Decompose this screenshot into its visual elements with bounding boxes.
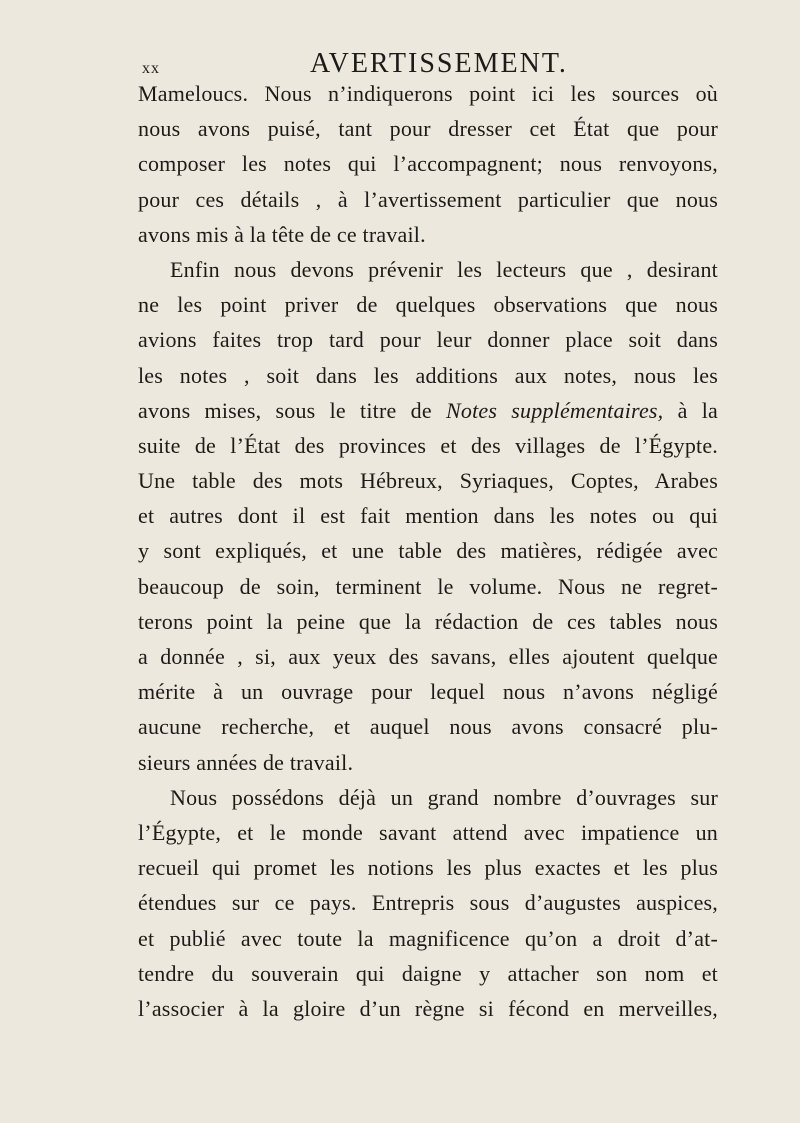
text-line: suite de l’État des provinces et des villages de l’Égypte.: [138, 432, 718, 458]
page-number: xx: [142, 60, 160, 77]
text-line: Nous possédons déjà un grand nombre d’ouvrages sur: [170, 784, 718, 810]
text-line: et autres dont il est fait mention dans les notes ou qui: [138, 503, 718, 529]
text-line: étendues sur ce pays. Entrepris sous d’augustes auspices,: [138, 890, 718, 916]
text-line: les notes , soit dans les additions aux notes, nous les: [138, 362, 718, 388]
text-line: avons mis à la tête de ce travail.: [138, 221, 426, 247]
text-line: terons point la peine que la rédaction de ces tables nous: [138, 608, 718, 634]
text-line: ne les point priver de quelques observations que nous: [138, 292, 718, 318]
text-line: tendre du souverain qui daigne y attacher son nom et: [138, 960, 718, 986]
text-line: a donnée , si, aux yeux des savans, elles ajoutent quelque: [138, 644, 718, 669]
text-line: recueil qui promet les notions les plus exactes et les plus: [138, 855, 718, 881]
text-line: sieurs années de travail.: [138, 749, 354, 775]
text-line: et publié avec toute la magnificence qu’on a droit d’at-: [138, 925, 718, 951]
body-text: [138, 76, 718, 1026]
text-line: l’associer à la gloire d’un règne si fécond en merveilles,: [138, 995, 718, 1021]
text-line: l’Égypte, et le monde savant attend avec impatience un: [138, 819, 718, 845]
text-line: Mameloucs. Nous n’indiquerons point ici les sources où: [138, 81, 718, 106]
text-line: Une table des mots Hébreux, Syriaques, Coptes, Arabes: [138, 468, 718, 494]
text-line: y sont expliqués, et une table des matières, rédigée avec: [138, 538, 718, 564]
text-line: aucune recherche, et auquel nous avons consacré plu-: [138, 714, 718, 740]
text-line: Enfin nous devons prévenir les lecteurs que , desirant: [170, 256, 718, 282]
text-line: beaucoup de soin, terminent le volume. Nous ne regret-: [138, 573, 718, 599]
text-segment: avons mises, sous le titre de: [138, 397, 446, 423]
text-line: [138, 393, 718, 428]
text-line: avions faites trop tard pour leur donner place soit dans: [138, 327, 718, 353]
text-line: mérite à un ouvrage pour lequel nous n’avons négligé: [138, 679, 718, 705]
text-line: nous avons puisé, tant pour dresser cet État que pour: [138, 116, 718, 142]
text-segment: à la: [663, 397, 718, 423]
italic-title: Notes supplémentaires,: [446, 397, 664, 423]
running-title: AVERTISSEMENT.: [310, 48, 568, 79]
text-line: pour ces détails , à l’avertissement particulier que nous: [138, 186, 718, 212]
text-line: composer les notes qui l’accompagnent; nous renvoyons,: [138, 151, 718, 177]
